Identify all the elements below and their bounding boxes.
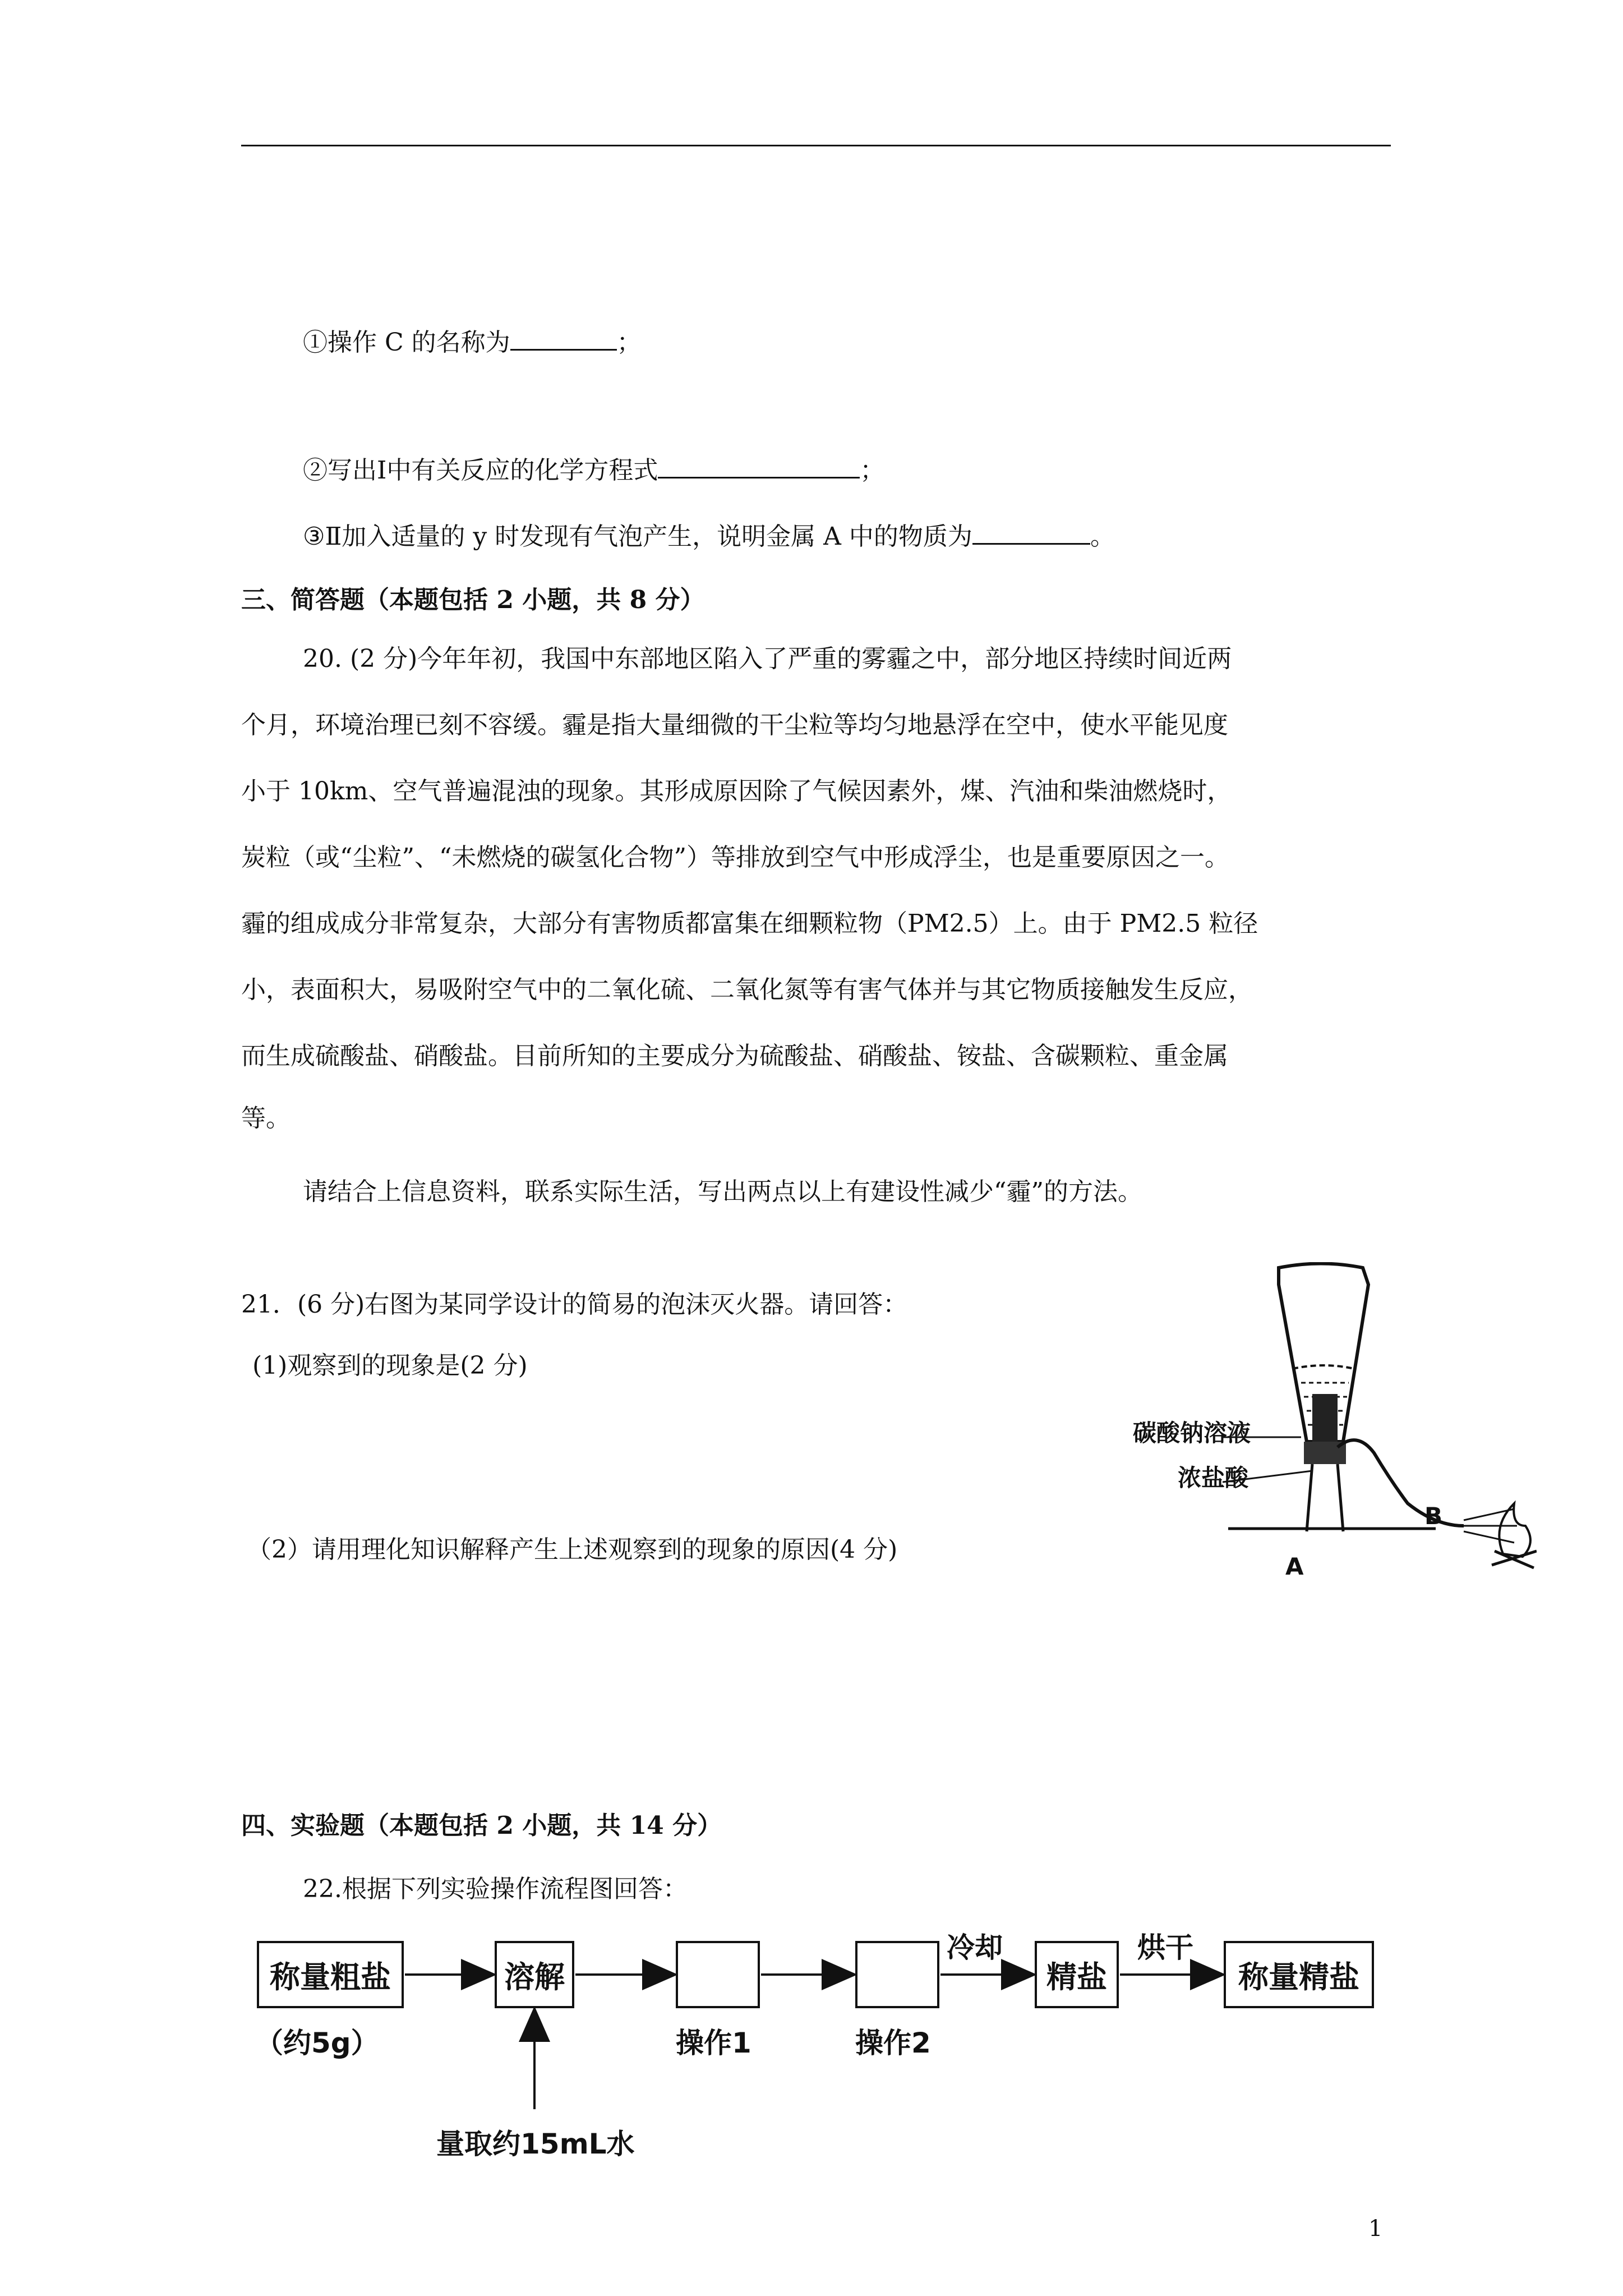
flow-box-dissolve: 溶解 [495,1941,574,2008]
q20-line-3: 小于 10km、空气普遍混浊的现象。其形成原因除了气候因素外，煤、汽油和柴油燃烧时， [241,777,1232,806]
label-b: B [1424,1502,1443,1530]
q21-stem: 21．(6 分)右图为某同学设计的简易的泡沫灭火器。请回答： [241,1290,908,1319]
q20-line-5: 霾的组成成分非常复杂，大部分有害物质都富集在细颗粒物（PM2.5）上。由于 PM2.5 粒径 [241,909,1258,938]
q20-line-6: 小，表面积大，易吸附空气中的二氧化硫、二氧化氮等有害气体并与其它物质接触发生反应， [241,976,1253,1004]
q20-line-8: 等。 [241,1104,291,1133]
flow-label-operation-2: 操作2 [855,2027,931,2059]
flow-box-refined-salt: 精盐 [1035,1941,1119,2008]
q20-line-4: 炭粒（或“尘粒”、“未燃烧的碳氢化合物”）等排放到空气中形成浮尘，也是重要原因之一。 [241,843,1229,872]
q19-sub1-end: ； [616,328,642,357]
page-number: 1 [1368,2216,1383,2242]
q19-sub3-text: ③Ⅱ加入适量的 y 时发现有气泡产生，说明金属 A 中的物质为 [303,522,972,551]
q22-stem: 22.根据下列实验操作流程图回答： [303,1875,688,1903]
label-sodium-carbonate: 碳酸钠溶液 [1133,1419,1251,1447]
q20-line-1: 20. (2 分)今年年初，我国中东部地区陷入了严重的雾霾之中，部分地区持续时间近两 [303,645,1232,673]
q21-part2: （2）请用理化知识解释产生上述观察到的现象的原因(4 分) [247,1535,898,1564]
q19-sub1-text: ①操作 C 的名称为 [303,328,510,357]
q19-sub3-end: 。 [1090,522,1115,551]
section4-heading: 四、实验题（本题包括 2 小题，共 14 分） [241,1811,722,1840]
flow-label-operation-1: 操作1 [676,2027,751,2059]
flow-box-weigh-crude-salt: 称量粗盐 [257,1941,404,2008]
q19-sub2-text: ②写出Ⅰ中有关反应的化学方程式 [303,456,658,485]
flow-note-about-5g: （约5g） [255,2027,379,2059]
section3-heading: 三、简答题（本题包括 2 小题，共 8 分） [241,586,705,614]
q20-prompt: 请结合上信息资料，联系实际生活，写出两点以上有建设性减少“霾”的方法。 [303,1177,1142,1206]
q19-sub2-end: ； [860,456,885,485]
flow-box-weigh-refined-salt: 称量精盐 [1224,1941,1374,2008]
flow-label-dry: 烘干 [1137,1931,1193,1964]
q21-part1: (1)观察到的现象是(2 分) [252,1351,528,1380]
label-hcl: 浓盐酸 [1178,1464,1249,1492]
q20-line-7: 而生成硫酸盐、硝酸盐。目前所知的主要成分为硫酸盐、硝酸盐、铵盐、含碳颗粒、重金属 [241,1042,1228,1070]
flow-label-cool: 冷却 [947,1931,1003,1964]
flow-input-water: 量取约15mL水 [436,2128,635,2160]
q20-line-2: 个月，环境治理已刻不容缓。霾是指大量细微的干尘粒等均匀地悬浮在空中，使水平能见度 [241,711,1228,739]
label-a: A [1285,1553,1304,1580]
